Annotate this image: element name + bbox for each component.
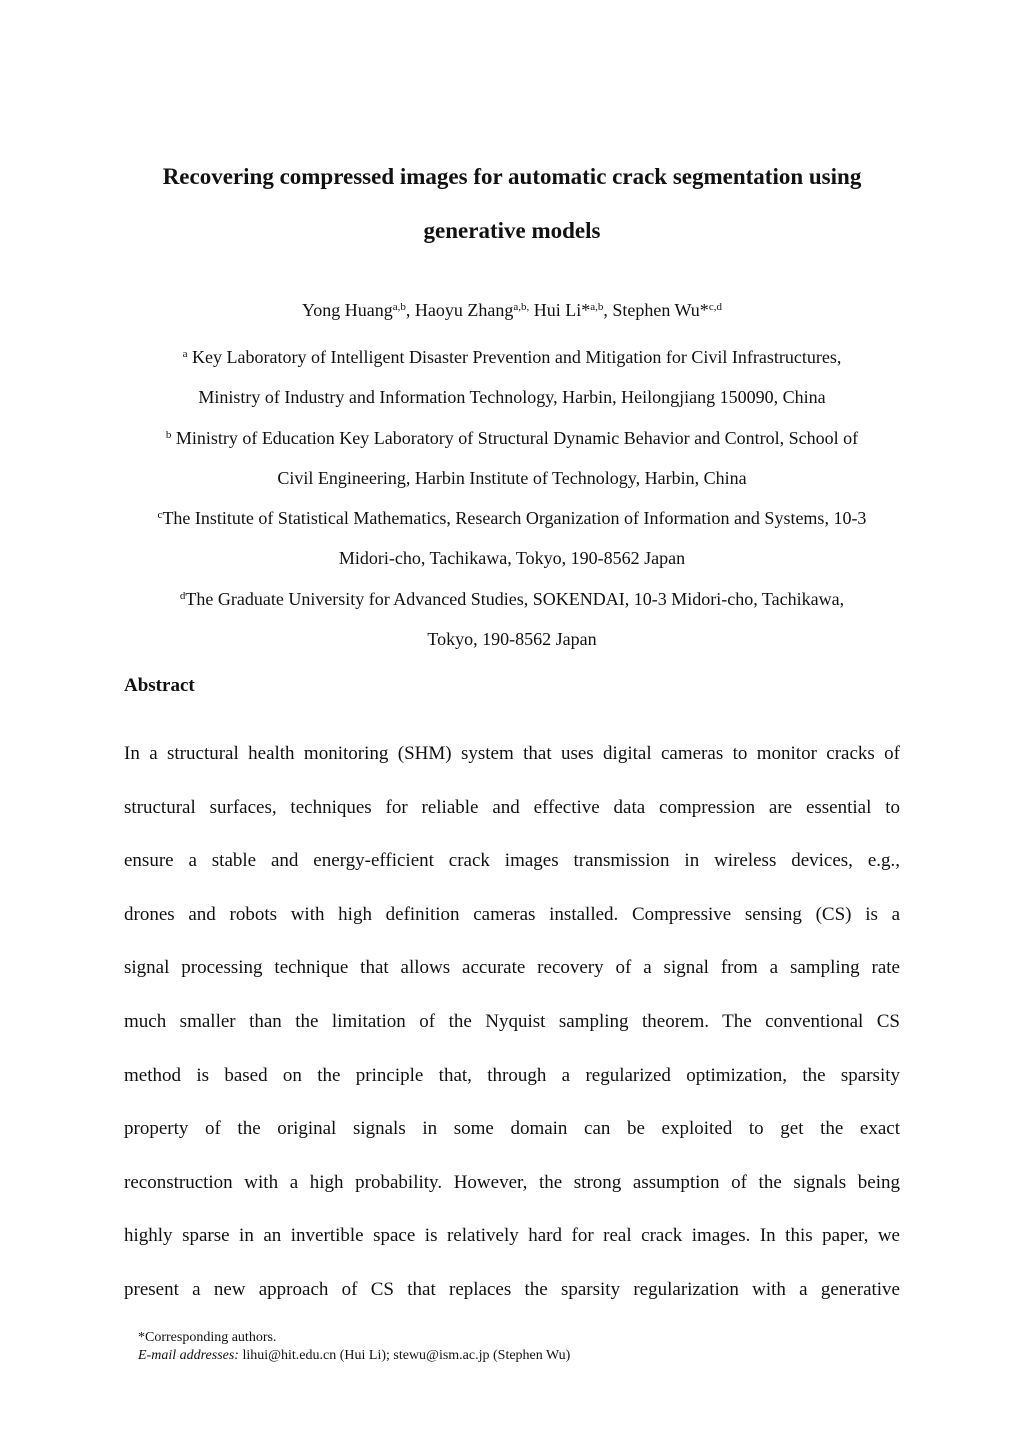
affiliation-c-line-2: Midori-cho, Tachikawa, Tokyo, 190-8562 Japan: [338, 548, 686, 568]
affiliation-mark: a: [182, 348, 188, 360]
author-name: Haoyu Zhang: [414, 300, 514, 320]
abstract-line: ensure a stable and energy-efficient crack images transmission in wireless devices, e.g.,: [124, 850, 900, 872]
abstract-line: structural surfaces, techniques for reliable and effective data compression are essential to: [124, 796, 900, 818]
author-affiliation-mark: a,b: [392, 301, 406, 313]
affiliation-text: Ministry of Education Key Laboratory of Structural Dynamic Behavior and Control, School of: [171, 428, 859, 448]
abstract-line: property of the original signals in some domain can be exploited to get the exact: [124, 1118, 900, 1140]
abstract-line: present a new approach of CS that replaces the sparsity regularization with a generative: [124, 1278, 900, 1300]
author-name: Yong Huang: [302, 300, 393, 320]
affiliation-d-line-1: [100, 589, 924, 610]
abstract-line: In a structural health monitoring (SHM) system that uses digital cameras to monitor cracks of: [124, 743, 900, 764]
author-affiliation-mark: a,b,: [513, 301, 530, 313]
author-name: Stephen Wu*: [612, 300, 709, 320]
affiliation-a-line-1: [100, 347, 924, 368]
email-text: lihui@hit.edu.cn (Hui Li); stewu@ism.ac.jp (Stephen Wu): [238, 1348, 571, 1363]
corresponding-authors-note: *Corresponding authors.: [138, 1330, 277, 1345]
author-name: Hui Li*: [533, 300, 591, 320]
affiliation-b-line-2: Civil Engineering, Harbin Institute of Technology, Harbin, China: [277, 468, 747, 488]
abstract-heading: Abstract: [124, 675, 195, 696]
affiliation-c-line-1: [100, 508, 924, 529]
affiliation-a-line-2: Ministry of Industry and Information Technology, Harbin, Heilongjiang 150090, China: [198, 387, 826, 407]
abstract-line: drones and robots with high definition cameras installed. Compressive sensing (CS) is a: [124, 903, 900, 925]
affiliation-b-line-1: [100, 428, 924, 449]
affiliation-mark: c: [157, 509, 163, 521]
affiliation-text: Key Laboratory of Intelligent Disaster Prevention and Mitigation for Civil Infrastructures,: [187, 347, 842, 367]
affiliation-d-line-2: Tokyo, 190-8562 Japan: [427, 629, 597, 649]
affiliation-text: The Graduate University for Advanced Studies, SOKENDAI, 10-3 Midori-cho, Tachikawa,: [185, 589, 845, 609]
affiliation-mark: d: [179, 590, 186, 602]
abstract-line: method is based on the principle that, through a regularized optimization, the sparsity: [124, 1064, 900, 1086]
email-label: E-mail addresses:: [138, 1348, 239, 1363]
author-affiliation-mark: c,d: [708, 301, 722, 313]
paper-title-line-2: generative models: [423, 218, 601, 243]
author-separator: ,: [405, 300, 415, 320]
author-affiliation-mark: a,b: [590, 301, 604, 313]
paper-title-line-1: Recovering compressed images for automatic crack segmentation using: [162, 164, 862, 189]
author-list: [100, 300, 924, 321]
abstract-line: reconstruction with a high probability. However, the strong assumption of the signals being: [124, 1171, 900, 1193]
abstract-line: highly sparse in an invertible space is relatively hard for real crack images. In this paper, we: [124, 1225, 900, 1247]
email-addresses-note: [138, 1348, 570, 1364]
abstract-line: much smaller than the limitation of the Nyquist sampling theorem. The conventional CS: [124, 1010, 900, 1032]
author-separator: ,: [603, 300, 613, 320]
abstract-body: [124, 727, 900, 1317]
abstract-line: signal processing technique that allows accurate recovery of a signal from a sampling rate: [124, 957, 900, 979]
affiliation-mark: b: [165, 429, 172, 441]
affiliation-text: The Institute of Statistical Mathematics, Research Organization of Information and Systems, 10-3: [162, 508, 867, 528]
